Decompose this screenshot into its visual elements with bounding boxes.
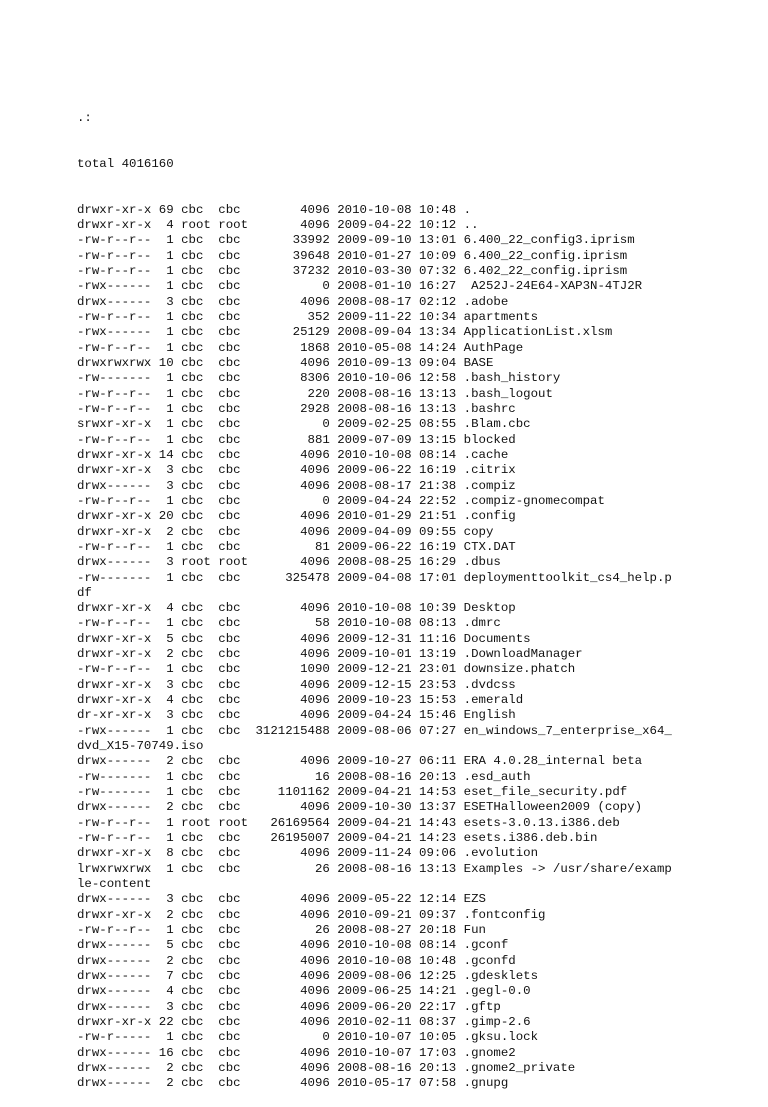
listing-line: drwx------ 16 cbc cbc 4096 2010-10-07 17:03 .gnome2 — [77, 1045, 516, 1060]
listing-line: drwxr-xr-x 4 cbc cbc 4096 2009-10-23 15:53 .emerald — [77, 693, 524, 708]
listing-line: -rw-r--r-- 1 cbc cbc 37232 2010-03-30 07:32 6.402_22_config.iprism — [77, 263, 628, 278]
listing-line: -rw-r--r-- 1 cbc cbc 26 2008-08-27 20:18 Fun — [77, 923, 486, 938]
listing-line: -rw-r--r-- 1 cbc cbc 33992 2009-09-10 13:01 6.400_22_config3.iprism — [77, 233, 635, 248]
listing-line: drwxr-xr-x 69 cbc cbc 4096 2010-10-08 10:48 . — [77, 202, 472, 217]
listing-line: -rw------- 1 cbc cbc 1101162 2009-04-21 14:53 eset_file_security.pdf — [77, 785, 628, 800]
listing-line: -rw-r----- 1 cbc cbc 0 2010-10-07 10:05 .gksu.lock — [77, 1030, 539, 1045]
listing-line: drwx------ 4 cbc cbc 4096 2009-06-25 14:21 .gegl-0.0 — [77, 984, 531, 999]
listing-line: -rw-r--r-- 1 cbc cbc 26195007 2009-04-21 14:23 esets.i386.deb.bin — [77, 831, 598, 846]
listing-line: -rw------- 1 cbc cbc 8306 2010-10-06 12:58 .bash_history — [77, 371, 561, 386]
listing-line: drwxr-xr-x 14 cbc cbc 4096 2010-10-08 08:14 .cache — [77, 447, 509, 462]
listing-line: -rw-r--r-- 1 cbc cbc 2928 2008-08-16 13:13 .bashrc — [77, 401, 516, 416]
listing-line: srwxr-xr-x 1 cbc cbc 0 2009-02-25 08:55 .Blam.cbc — [77, 417, 531, 432]
listing-line: le-content — [77, 877, 152, 892]
listing-line: drwx------ 7 cbc cbc 4096 2009-08-06 12:25 .gdesklets — [77, 969, 539, 984]
listing-line: -rwx------ 1 cbc cbc 0 2008-01-10 16:27 A252J-24E64-XAP3N-4TJ2R — [77, 279, 643, 294]
listing-line: -rw-r--r-- 1 cbc cbc 881 2009-07-09 13:15 blocked — [77, 432, 516, 447]
listing-line: -rw-r--r-- 1 cbc cbc 352 2009-11-22 10:34 apartments — [77, 309, 539, 324]
listing-line: drwxr-xr-x 3 cbc cbc 4096 2009-12-15 23:53 .dvdcss — [77, 677, 516, 692]
listing-line: drwx------ 3 cbc cbc 4096 2009-05-22 12:14 EZS — [77, 892, 486, 907]
listing-line: drwxr-xr-x 20 cbc cbc 4096 2010-01-29 21:51 .config — [77, 509, 516, 524]
listing-line: drwx------ 5 cbc cbc 4096 2010-10-08 08:14 .gconf — [77, 938, 509, 953]
listing-line: -rw-r--r-- 1 cbc cbc 0 2009-04-24 22:52 .compiz-gnomecompat — [77, 493, 605, 508]
listing-line: dr-xr-xr-x 3 cbc cbc 4096 2009-04-24 15:46 English — [77, 708, 516, 723]
listing-line: -rw------- 1 cbc cbc 16 2008-08-16 20:13 .esd_auth — [77, 769, 531, 784]
listing-line: drwx------ 2 cbc cbc 4096 2009-10-30 13:37 ESETHalloween2009 (copy) — [77, 800, 643, 815]
listing-line: drwxr-xr-x 5 cbc cbc 4096 2009-12-31 11:16 Documents — [77, 631, 531, 646]
listing-line: -rw-r--r-- 1 cbc cbc 58 2010-10-08 08:13 .dmrc — [77, 616, 501, 631]
listing-line: -rw-r--r-- 1 cbc cbc 39648 2010-01-27 10:09 6.400_22_config.iprism — [77, 248, 628, 263]
listing-line: -rw-r--r-- 1 cbc cbc 220 2008-08-16 13:13 .bash_logout — [77, 386, 553, 401]
listing-line: -rw------- 1 cbc cbc 325478 2009-04-08 17:01 deploymenttoolkit_cs4_help.p — [77, 570, 672, 585]
directory-label: .: — [77, 110, 92, 125]
listing-line: drwxr-xr-x 2 cbc cbc 4096 2009-10-01 13:19 .DownloadManager — [77, 647, 583, 662]
listing-line: drwx------ 3 root root 4096 2008-08-25 16:29 .dbus — [77, 555, 501, 570]
listing-line: drwxr-xr-x 4 root root 4096 2009-04-22 10:12 .. — [77, 217, 479, 232]
listing-line: drwx------ 3 cbc cbc 4096 2008-08-17 21:38 .compiz — [77, 478, 516, 493]
directory-listing — [77, 80, 672, 1107]
listing-line: dvd_X15-70749.iso — [77, 739, 204, 754]
listing-line: drwxr-xr-x 22 cbc cbc 4096 2010-02-11 08:37 .gimp-2.6 — [77, 1015, 531, 1030]
listing-line: -rwx------ 1 cbc cbc 25129 2008-09-04 13:34 ApplicationList.xlsm — [77, 325, 613, 340]
listing-rows — [77, 203, 672, 1092]
listing-line: drwxr-xr-x 4 cbc cbc 4096 2010-10-08 10:39 Desktop — [77, 601, 516, 616]
listing-line: -rw-r--r-- 1 cbc cbc 1090 2009-12-21 23:01 downsize.phatch — [77, 662, 576, 677]
listing-line: lrwxrwxrwx 1 cbc cbc 26 2008-08-16 13:13 Examples -> /usr/share/examp — [77, 861, 672, 876]
listing-line: drwxr-xr-x 3 cbc cbc 4096 2009-06-22 16:19 .citrix — [77, 463, 516, 478]
listing-line: -rwx------ 1 cbc cbc 3121215488 2009-08-06 07:27 en_windows_7_enterprise_x64_ — [77, 723, 672, 738]
listing-line: drwx------ 2 cbc cbc 4096 2009-10-27 06:11 ERA 4.0.28_internal beta — [77, 754, 643, 769]
listing-line: -rw-r--r-- 1 root root 26169564 2009-04-21 14:43 esets-3.0.13.i386.deb — [77, 815, 620, 830]
listing-line: drwxr-xr-x 2 cbc cbc 4096 2009-04-09 09:55 copy — [77, 524, 494, 539]
listing-line: drwxr-xr-x 8 cbc cbc 4096 2009-11-24 09:06 .evolution — [77, 846, 539, 861]
listing-line: drwx------ 2 cbc cbc 4096 2010-10-08 10:48 .gconfd — [77, 953, 516, 968]
listing-line: drwx------ 2 cbc cbc 4096 2010-05-17 07:58 .gnupg — [77, 1076, 509, 1091]
listing-line: drwx------ 3 cbc cbc 4096 2008-08-17 02:12 .adobe — [77, 294, 509, 309]
listing-line: drwx------ 3 cbc cbc 4096 2009-06-20 22:17 .gftp — [77, 999, 501, 1014]
total-line: total 4016160 — [77, 156, 174, 171]
listing-line: drwx------ 2 cbc cbc 4096 2008-08-16 20:13 .gnome2_private — [77, 1061, 576, 1075]
listing-line: -rw-r--r-- 1 cbc cbc 81 2009-06-22 16:19 CTX.DAT — [77, 539, 516, 554]
listing-line: -rw-r--r-- 1 cbc cbc 1868 2010-05-08 14:24 AuthPage — [77, 340, 524, 355]
listing-line: drwxrwxrwx 10 cbc cbc 4096 2010-09-13 09:04 BASE — [77, 355, 494, 370]
listing-line: df — [77, 585, 92, 600]
listing-line: drwxr-xr-x 2 cbc cbc 4096 2010-09-21 09:37 .fontconfig — [77, 907, 546, 922]
